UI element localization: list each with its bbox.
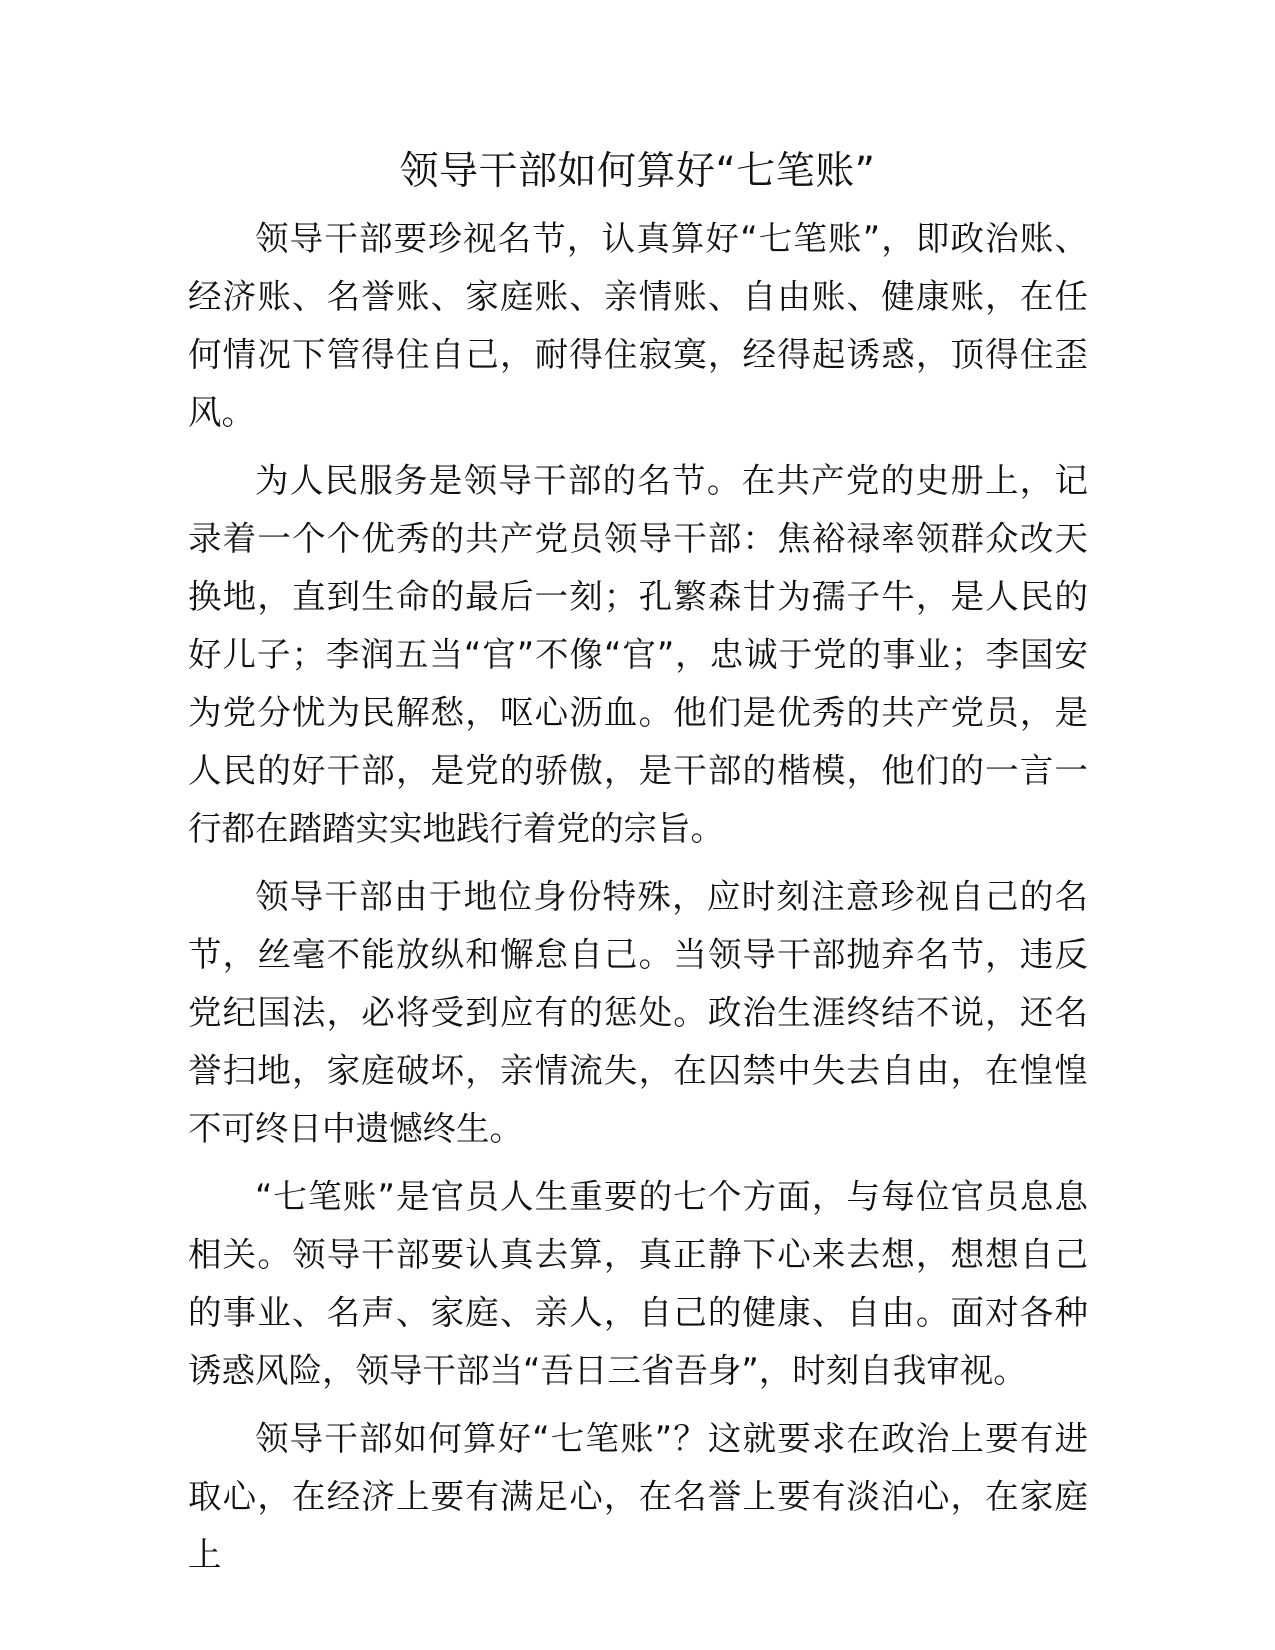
document-body: [188, 210, 1088, 1594]
paragraph-1: 领导干部要珍视名节，认真算好“七笔账”，即政治账、经济账、名誉账、家庭账、亲情账、自由账、健康账，在任何情况下管得住自己，耐得住寂寞，经得起诱惑，顶得住歪风。: [188, 219, 1088, 432]
paragraph-4: “七笔账”是官员人生重要的七个方面，与每位官员息息相关。领导干部要认真去算，真正静下心来去想，想想自己的事业、名声、家庭、亲人，自己的健康、自由。面对各种诱惑风险，领导干部当“吾日三省吾身”，时刻自我审视。: [188, 1177, 1088, 1390]
paragraph-3: 领导干部由于地位身份特殊，应时刻注意珍视自己的名节，丝毫不能放纵和懈怠自己。当领导干部抛弃名节，违反党纪国法，必将受到应有的惩处。政治生涯终结不说，还名誉扫地，家庭破坏，亲情流失，在囚禁中失去自由，在惶惶不可终日中遗憾终生。: [188, 877, 1088, 1148]
document-title: 领导干部如何算好“七笔账”: [399, 149, 876, 194]
paragraph-5: 领导干部如何算好“七笔账”？这就要求在政治上要有进取心，在经济上要有满足心，在名誉上要有淡泊心，在家庭上: [188, 1419, 1088, 1574]
paragraph-2: 为人民服务是领导干部的名节。在共产党的史册上，记录着一个个优秀的共产党员领导干部：焦裕禄率领群众改天换地，直到生命的最后一刻；孔繁森甘为孺子牛，是人民的好儿子；李润五当“官”不像“官”，忠诚于党的事业；李国安为党分忧为民解愁，呕心沥血。他们是优秀的共产党员，是人民的好干部，是党的骄傲，是干部的楷模，他们的一言一行都在踏踏实实地践行着党的宗旨。: [188, 461, 1088, 848]
